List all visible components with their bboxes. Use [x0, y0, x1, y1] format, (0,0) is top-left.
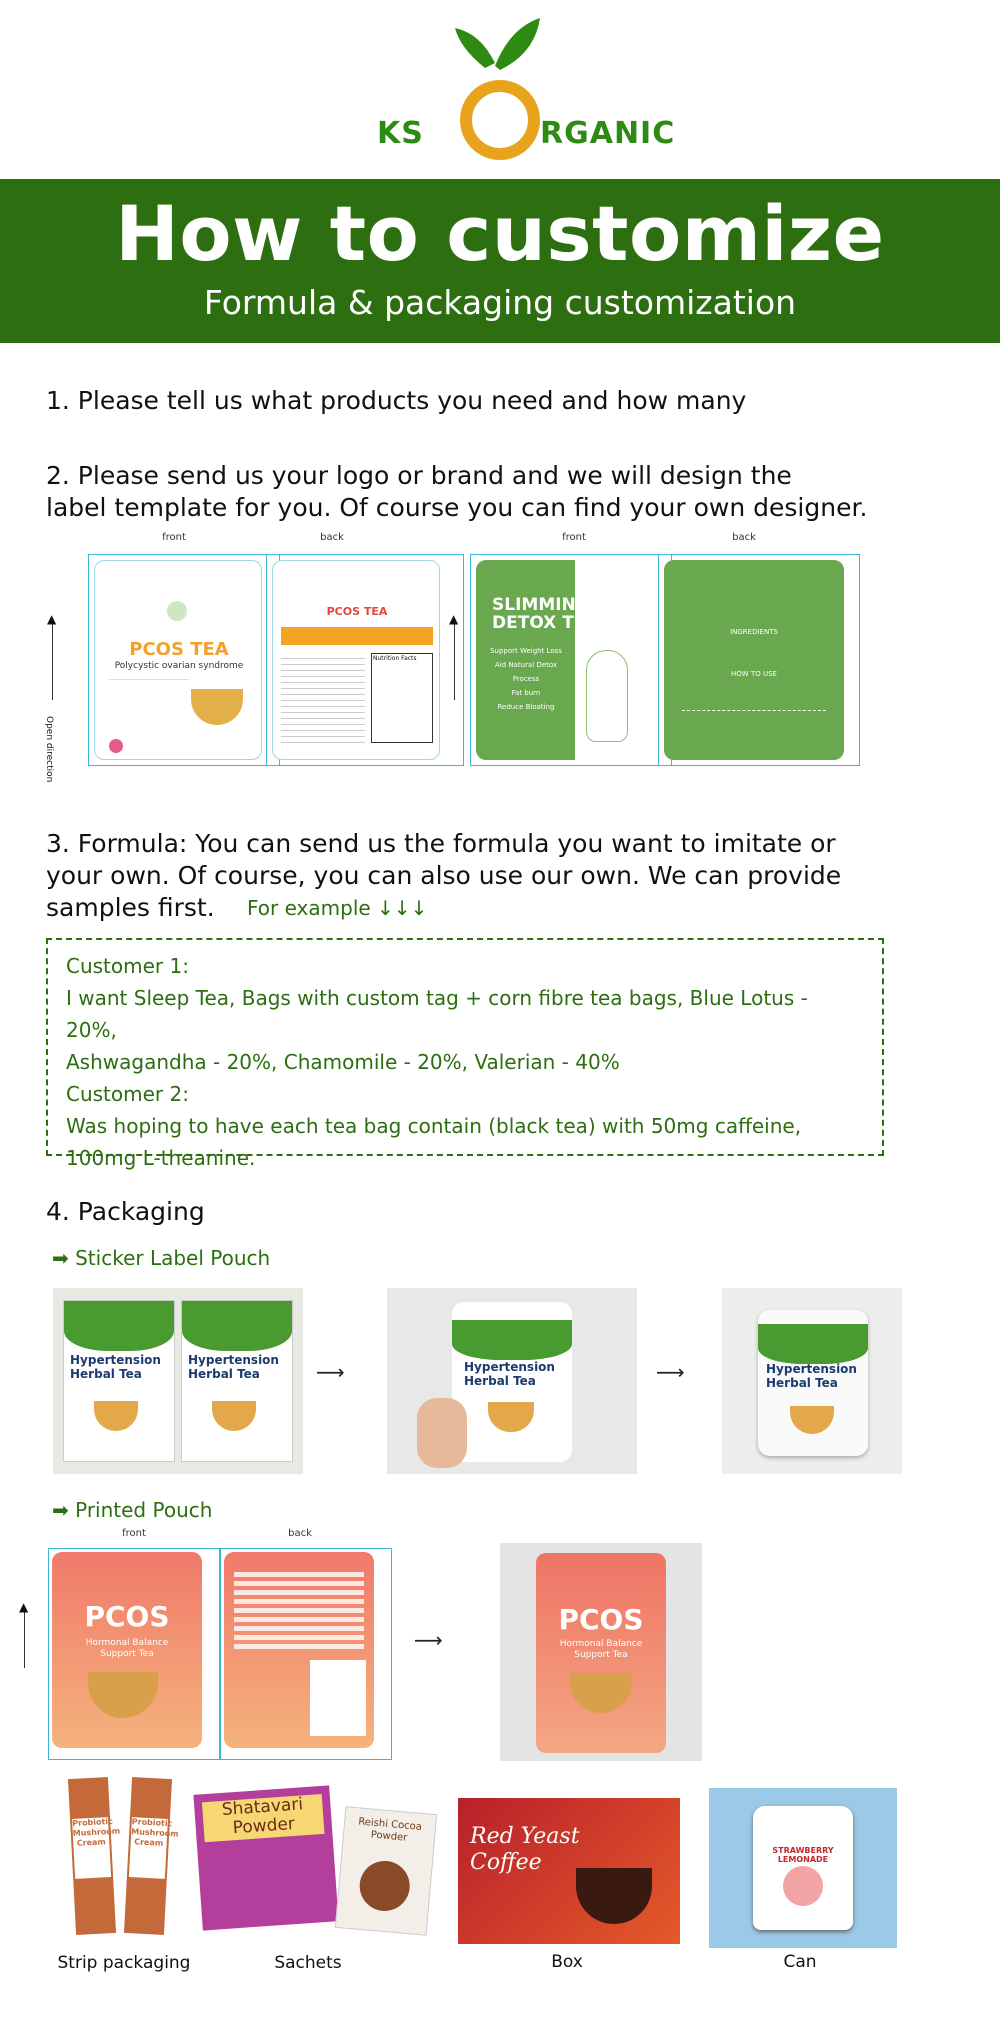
title-banner: [0, 179, 1000, 343]
customer-1-title: Customer 1:: [66, 954, 189, 978]
strip-packaging-caption: Strip packaging: [57, 1953, 191, 1973]
arrow-up-icon: ▲: [19, 1600, 29, 1614]
back-label: back: [320, 532, 344, 543]
can-photo: [709, 1788, 897, 1948]
text-block: [234, 1572, 364, 1652]
benefit-item: Reduce Bloating: [497, 703, 555, 711]
pouch: [758, 1310, 868, 1456]
leaf-icon: [167, 601, 187, 621]
sachets-caption: Sachets: [274, 1953, 342, 1973]
tea-cup-icon: [88, 1672, 158, 1718]
strip-label: Probiotic Mushroom Cream: [129, 1817, 168, 1879]
bullet-list: [109, 679, 189, 730]
pouch: [452, 1302, 572, 1462]
hand: [417, 1398, 467, 1468]
sticker-label-pouch-heading: ➡ Sticker Label Pouch: [52, 1246, 271, 1270]
nutrition-facts-panel: [310, 1660, 366, 1736]
slimming-title-line-2: DETOX TEA: [492, 613, 599, 633]
arrow-right-icon: ⟶: [656, 1360, 685, 1384]
benefit-item: Aid Natural Detox Process: [494, 661, 558, 683]
arrow-right-icon: ⟶: [316, 1360, 345, 1384]
brand-logo: [360, 8, 676, 168]
applying-sticker-photo: [387, 1288, 637, 1474]
slimming-back-label: [664, 560, 844, 760]
text-block: [281, 653, 365, 743]
cocoa-powder: [358, 1859, 412, 1913]
sachet: [335, 1806, 437, 1936]
slimming-benefits: [482, 644, 570, 714]
printed-pouch-heading: ➡ Printed Pouch: [52, 1498, 213, 1522]
sachet-title: Shatavari Powder: [202, 1794, 324, 1842]
front-label: front: [122, 1528, 146, 1539]
tea-cup-icon: [94, 1401, 138, 1431]
pcos-back-title: PCOS TEA: [326, 605, 388, 618]
printed-pouch-photo: [500, 1543, 702, 1761]
strawberry-icon: [783, 1866, 823, 1906]
sticker-label: [181, 1300, 293, 1462]
pcos-front-label: [94, 560, 262, 760]
strip-label: Probiotic Mushroom Cream: [72, 1817, 111, 1879]
slimming-title: [492, 596, 599, 632]
pcos-front-subtitle: Polycystic ovarian syndrome: [114, 661, 244, 671]
front-label: front: [162, 532, 186, 543]
pcos-pouch-title: PCOS: [84, 1600, 170, 1633]
step-1-text: 1. Please tell us what products you need and how many: [46, 386, 747, 415]
pouch-title: PCOS: [558, 1603, 644, 1636]
open-direction-arrow: [24, 1608, 35, 1668]
tea-cup-icon: [212, 1401, 256, 1431]
open-direction-label: Open direction: [44, 716, 54, 783]
pcos-printed-front: [52, 1552, 202, 1748]
step-3-line-3: samples first.: [46, 893, 215, 922]
strip-sachet: [124, 1777, 179, 1935]
example-hint: For example ↓↓↓: [247, 896, 428, 920]
customer-2-line-1: Was hoping to have each tea bag contain (black tea) with 50mg caffeine,: [66, 1114, 802, 1138]
pouch-title: Hypertension Herbal Tea: [464, 1360, 555, 1388]
customer-1-line-1: I want Sleep Tea, Bags with custom tag + corn fibre tea bags, Blue Lotus - 20%,: [66, 986, 808, 1042]
tea-cup-icon: [191, 689, 243, 725]
sachet-title: Reishi Cocoa Powder: [357, 1816, 423, 1844]
front-label: front: [562, 532, 586, 543]
orange-band: [281, 627, 433, 645]
pouch-title: Hypertension Herbal Tea: [766, 1362, 857, 1390]
box-caption: Box: [551, 1952, 583, 1972]
arrow-right-icon: ⟶: [414, 1628, 443, 1652]
can: [753, 1806, 853, 1930]
sticker-label: [63, 1300, 175, 1462]
customer-1-line-2: Ashwagandha - 20%, Chamomile - 20%, Valerian - 40%: [66, 1050, 620, 1074]
can-caption: Can: [783, 1952, 817, 1972]
slimming-title-line-1: SLIMMING: [492, 595, 590, 615]
pcos-printed-back: [224, 1552, 374, 1748]
page-subtitle: Formula & packaging customization: [203, 283, 797, 322]
customer-2-title: Customer 2:: [66, 1082, 189, 1106]
step-3-line-1: 3. Formula: You can send us the formula you want to imitate or: [46, 829, 836, 858]
sticker-sheet-photo: [53, 1288, 303, 1474]
logo-suffix: RGANIC: [540, 116, 676, 151]
how-to-use-heading: HOW TO USE: [731, 670, 777, 678]
strip-sachet: [68, 1777, 121, 1935]
step-2-line-2: label template for you. Of course you can find your own designer.: [46, 493, 868, 522]
arrow-up-icon: ▲: [449, 612, 459, 626]
box: [458, 1798, 680, 1944]
tea-cup-icon: [570, 1673, 632, 1713]
box-title: Red Yeast Coffee: [470, 1824, 580, 1875]
brand-mark-icon: [109, 739, 123, 753]
box-photo: [458, 1798, 680, 1948]
arrow-up-icon: ▲: [47, 612, 57, 626]
open-direction-arrow: [52, 620, 63, 700]
nutrition-facts-title: Nutrition Facts: [373, 655, 417, 662]
step-2-line-1: 2. Please send us your logo or brand and we will design the: [46, 461, 792, 490]
tea-cup-icon: [790, 1406, 834, 1434]
pcos-pouch-subtitle: Hormonal Balance Support Tea: [85, 1638, 169, 1659]
sachet: [193, 1785, 338, 1930]
can-label: STRAWBERRY LEMONADE: [772, 1846, 834, 1864]
back-label: back: [288, 1528, 312, 1539]
strip-packaging-photo: [62, 1778, 182, 1938]
tea-cup-icon: [488, 1402, 534, 1432]
customer-2-line-2: 100mg L-theanine.: [66, 1146, 256, 1170]
pcos-front-title: PCOS TEA: [129, 639, 229, 660]
sticker-title: Hypertension Herbal Tea: [188, 1353, 279, 1381]
sticker-title: Hypertension Herbal Tea: [70, 1353, 161, 1381]
open-direction-arrow: [454, 620, 465, 700]
figure-illustration: [586, 650, 628, 742]
benefit-item: Fat burn: [511, 689, 541, 697]
nutrition-facts-panel: [371, 653, 433, 743]
ingredients-heading: INGREDIENTS: [730, 628, 778, 636]
label-templates: [44, 528, 844, 783]
usage-icons: [682, 710, 826, 733]
slimming-front-label: [476, 560, 656, 760]
pouch-subtitle: Hormonal Balance Support Tea: [559, 1639, 643, 1660]
step-4-text: 4. Packaging: [46, 1197, 205, 1226]
pcos-back-label: [272, 560, 440, 760]
logo-prefix: KS: [377, 116, 424, 151]
customer-examples-box: [46, 938, 884, 1170]
step-3-line-2: your own. Of course, you can also use our own. We can provide: [46, 861, 842, 890]
sachets-photo: [190, 1780, 436, 1940]
benefit-item: Support Weight Loss: [490, 647, 562, 655]
coffee-cup-icon: [576, 1868, 652, 1924]
page-title: How to customize: [115, 189, 885, 278]
back-label: back: [732, 532, 756, 543]
finished-sticker-pouch-photo: [722, 1288, 902, 1474]
pouch: [536, 1553, 666, 1753]
